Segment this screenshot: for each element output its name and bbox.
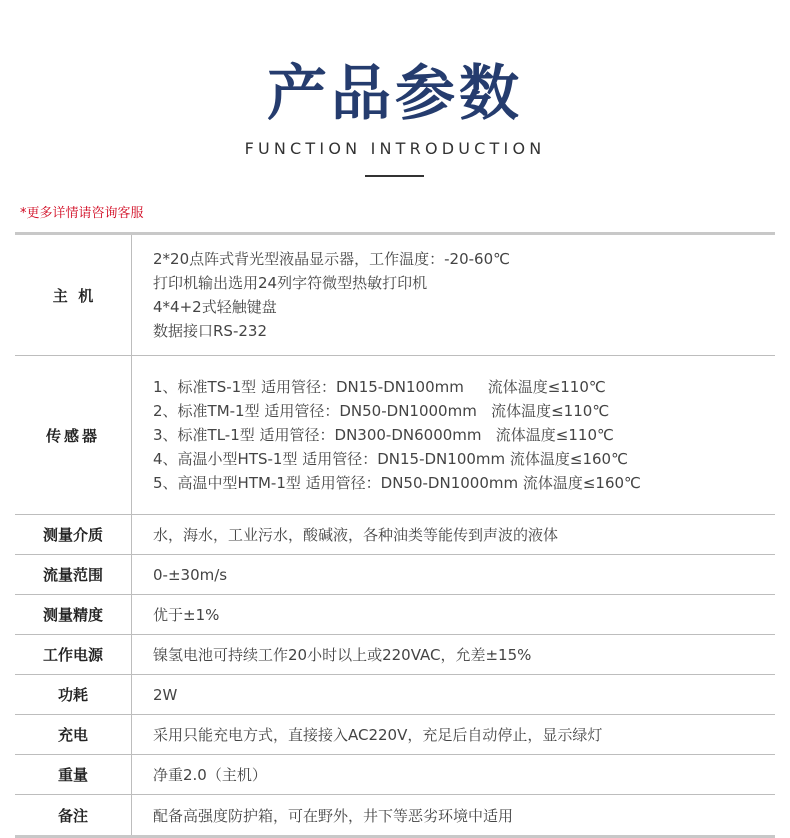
spec-line: 3、标准TL-1型 适用管径：DN300-DN6000mm 流体温度≤110℃ [153, 426, 614, 444]
spec-line: 2*20点阵式背光型液晶显示器，工作温度：-20-60℃ [153, 250, 510, 268]
spec-row-power-supply [15, 635, 775, 675]
spec-label-sensor: 传感器 [15, 356, 132, 515]
spec-label-host: 主 机 [15, 234, 132, 356]
spec-row-power-consumption [15, 675, 775, 715]
spec-line: 数据接口RS-232 [153, 322, 267, 340]
page-title: 产品参数 [267, 59, 523, 129]
spec-line: 4*4+2式轻触键盘 [153, 298, 277, 316]
spec-line: 5、高温中型HTM-1型 适用管径：DN50-DN1000mm 流体温度≤160℃ [153, 474, 641, 492]
title-divider [365, 175, 424, 177]
spec-value-sensor [132, 356, 776, 515]
spec-value-host [132, 234, 776, 356]
spec-label-medium: 测量介质 [15, 515, 132, 555]
spec-value-accuracy: 优于±1% [153, 606, 220, 624]
spec-value-medium: 水，海水，工业污水，酸碱液，各种油类等能传到声波的液体 [153, 526, 559, 544]
spec-row-accuracy [15, 595, 775, 635]
spec-row-weight [15, 755, 775, 795]
spec-row-flow-range [15, 555, 775, 595]
spec-line: 1、标准TS-1型 适用管径：DN15-DN100mm 流体温度≤110℃ [153, 378, 606, 396]
contact-note: *更多详情请咨询客服 [20, 206, 144, 221]
spec-row-host [15, 234, 775, 356]
spec-row-medium [15, 515, 775, 555]
page-subtitle: FUNCTION INTRODUCTION [244, 139, 546, 158]
spec-label-charging: 充电 [15, 715, 132, 755]
spec-line: 打印机输出选用24列字符微型热敏打印机 [153, 274, 428, 292]
spec-value-power-supply: 镍氢电池可持续工作20小时以上或220VAC，允差±15% [153, 646, 532, 664]
spec-label-flow-range: 流量范围 [15, 555, 132, 595]
spec-line: 2、标准TM-1型 适用管径：DN50-DN1000mm 流体温度≤110℃ [153, 402, 610, 420]
spec-value-flow-range: 0-±30m/s [153, 565, 228, 584]
spec-label-power-consumption: 功耗 [15, 675, 132, 715]
spec-row-sensor [15, 356, 775, 515]
spec-label-remarks: 备注 [15, 795, 132, 837]
spec-row-charging [15, 715, 775, 755]
spec-table [15, 232, 775, 838]
spec-label-power-supply: 工作电源 [15, 635, 132, 675]
spec-value-power-consumption: 2W [153, 685, 178, 704]
spec-label-accuracy: 测量精度 [15, 595, 132, 635]
spec-label-weight: 重量 [15, 755, 132, 795]
spec-value-remarks: 配备高强度防护箱，可在野外，井下等恶劣环境中适用 [153, 806, 514, 825]
spec-line: 4、高温小型HTS-1型 适用管径：DN15-DN100mm 流体温度≤160℃ [153, 450, 628, 468]
spec-value-charging: 采用只能充电方式，直接接入AC220V，充足后自动停止，显示绿灯 [153, 726, 603, 744]
spec-row-remarks [15, 795, 775, 837]
spec-value-weight: 净重2.0（主机） [153, 766, 267, 784]
